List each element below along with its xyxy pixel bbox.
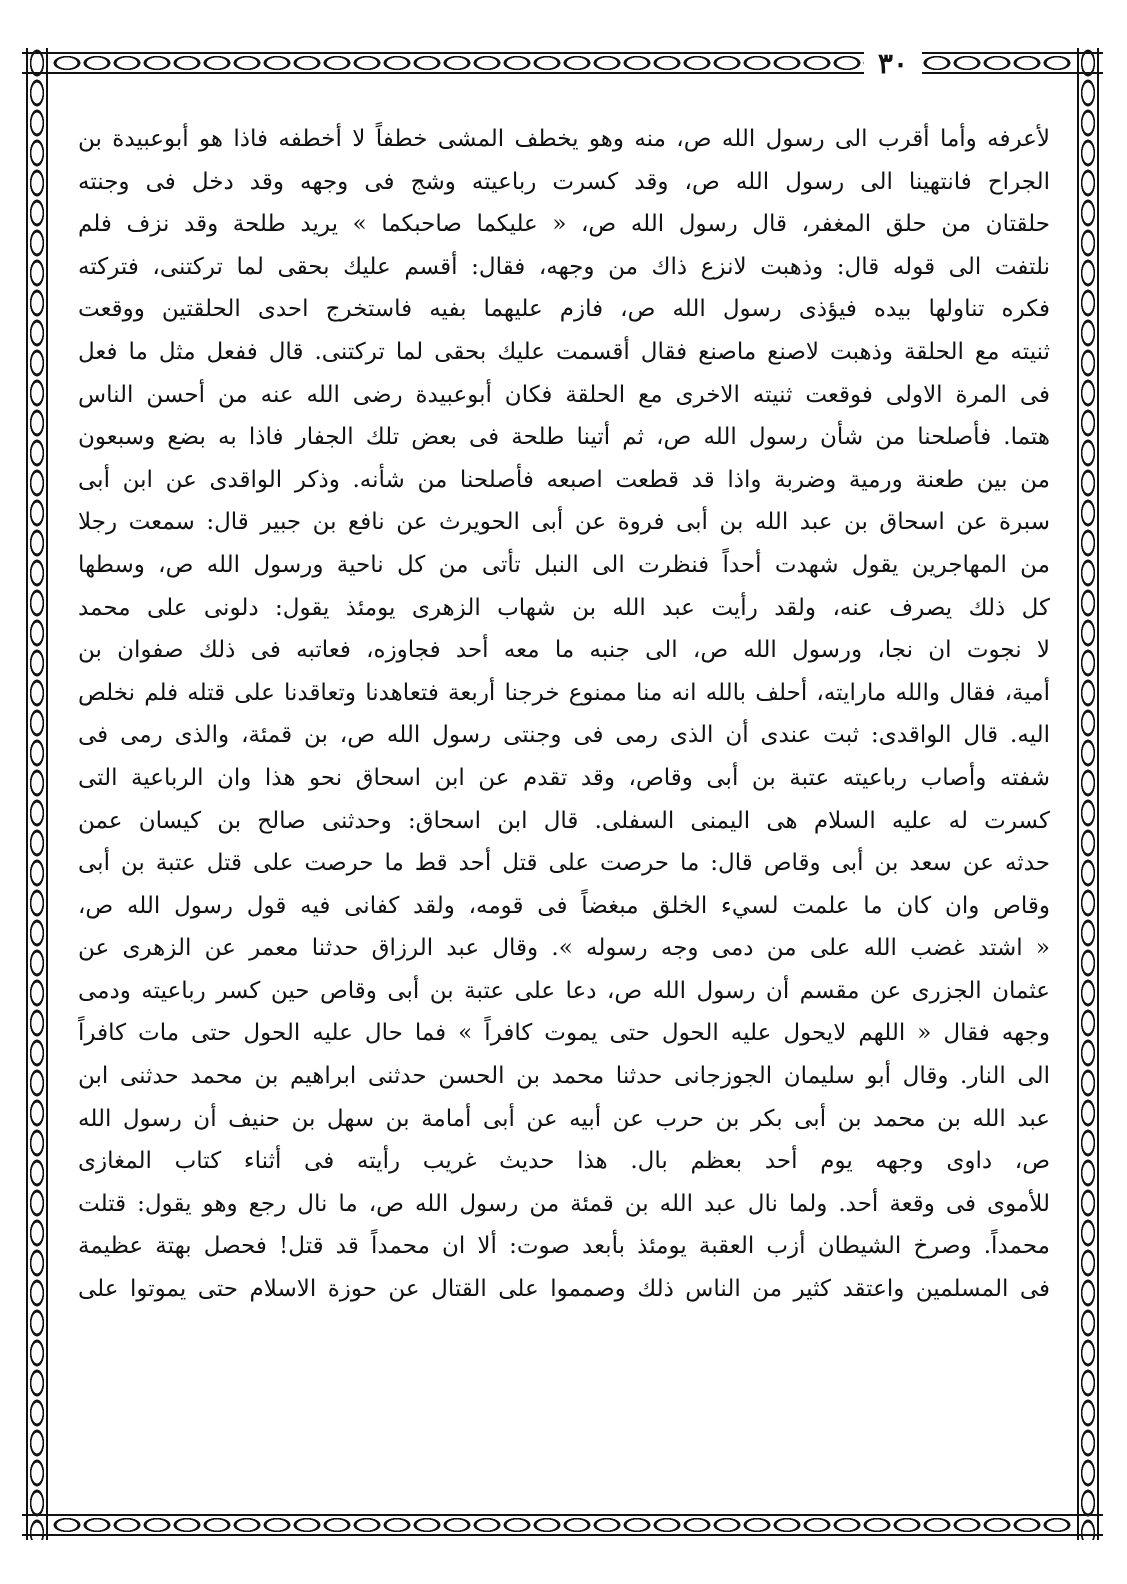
text-line: شفته وأصاب رباعيته عتبة بن أبى وقاص، وقد تقدم عن ابن اسحاق نحو هذا وان الرباعية التى: [78, 764, 1050, 791]
body-text: [78, 118, 1050, 1478]
text-line: حلقتان من حلق المغفر، قال رسول الله ص، « عليكما صاحبكما » يريد طلحة وقد نزف فلم: [78, 211, 1050, 238]
text-line: ص، داوى وجهه يوم أحد بعظم بال. هذا حديث غريب رأيته فى أثناء كتاب المغازى: [78, 1148, 1050, 1175]
text-line: أمية، فقال والله مارايته، أحلف بالله انه منا ممنوع خرجنا أربعة فتعاهدنا وتعاقدنا على قتله فلم نخلص: [78, 679, 1050, 706]
text-line: الى النار. وقال أبو سليمان الجوزجانى حدثنا محمد بن الحسن حدثنى ابراهيم بن محمد حدثنى ابن: [78, 1063, 1050, 1090]
text-line: وقاص وان كان ما علمت لسيء الخلق مبغضاً فى قومه، ولقد كفانى فيه قول رسول الله ص،: [78, 892, 1050, 919]
border-line: [1097, 48, 1099, 1540]
border-line: [22, 1534, 1103, 1536]
text-line: عبد الله بن محمد بن أبى بكر بن حرب عن أبيه عن أبى أمامة بن سهل بن حنيف أن رسول الله: [78, 1105, 1050, 1132]
text-line: كسرت له عليه السلام هى اليمنى السفلى. قال ابن اسحاق: وحدثنى صالح بن كيسان عمن: [78, 807, 1050, 834]
border-line: [22, 52, 1103, 54]
text-line: « اشتد غضب الله على من دمى وجه رسوله ». وقال عبد الرزاق حدثنا معمر عن الزهرى عن: [78, 935, 1050, 962]
border-line: [22, 72, 1103, 74]
border-line: [22, 1514, 1103, 1516]
text-line: من المهاجرين يقول شهدت أحداً فنظرت الى النبل تأتى من كل ناحية ورسول الله ص، وسطها: [78, 551, 1050, 578]
border-line: [26, 48, 28, 1540]
text-line: محمداً. وصرخ الشيطان أزب العقبة يومئذ بأبعد صوت: ألا ان محمداً قد قتل! فحصل بهتة عظيمة: [78, 1233, 1050, 1260]
text-line: سبرة عن اسحاق بن عبد الله بن أبى فروة عن أبى الحويرث عن نافع بن جبير قال: سمعت رجلا: [78, 509, 1050, 536]
text-line: فكره تناولها بيده فيؤذى رسول الله ص، فازم عليهما بفيه فاستخرج احدى الحلقتين ووقعت: [78, 296, 1050, 323]
text-line: نلتفت الى قوله قال: وذهبت لانزع ذاك من وجهه، فقال: أقسم عليك بحقى لما تركتنى، فتركته: [78, 253, 1050, 280]
text-line: لأعرفه وأما أقرب الى رسول الله ص، منه وهو يخطف المشى خطفاً لا أخطفه فاذا هو أبوعبيدة بن: [78, 126, 1050, 152]
text-line: لا نجوت ان نجا، ورسول الله ص، الى جنبه ما معه أحد فجاوزه، فعاتبه فى ذلك صفوان بن: [78, 637, 1050, 664]
text-line: وجهه فقال « اللهم لايحول عليه الحول حتى يموت كافراً » فما حال عليه الحول حتى مات كافراً: [78, 1020, 1050, 1047]
text-line: من بين طعنة ورمية وضربة واذا قد قطعت اصبعه فأصلحنا من شأنه. وذكر الواقدى عن ابن أبى: [78, 466, 1050, 493]
page-number: ٣٠: [864, 50, 922, 78]
text-line: هتما. فأصلحنا من شأن رسول الله ص، ثم أتينا طلحة فى بعض تلك الجفار فاذا به بضع وسبعون: [78, 424, 1050, 451]
text-line: ثنيته مع الحلقة وذهبت لاصنع ماصنع فقال أقسمت عليك بحقى لما تركتنى. قال ففعل مثل ما فعل: [78, 338, 1050, 365]
text-line: عثمان الجزرى عن مقسم أن رسول الله ص، دعا على عتبة بن أبى وقاص حين كسر رباعيته ودمى: [78, 977, 1050, 1004]
text-line: حدثه عن سعد بن أبى وقاص قال: ما حرصت على قتل أحد قط ما حرصت على قتل عتبة بن أبى: [78, 850, 1050, 877]
text-line: كل ذلك يصرف عنه، ولقد رأيت عبد الله بن شهاب الزهرى يومئذ يقول: دلونى على محمد: [78, 594, 1050, 621]
text-line: الجراح فانتهينا الى رسول الله ص، وقد كسرت رباعيته وشج فى وجهه وقد دخل فى وجنته: [78, 168, 1050, 195]
text-line: فى المسلمين واعتقد كثير من الناس ذلك وصمموا على القتال عن حوزة الاسلام حتى يموتوا على: [78, 1276, 1050, 1303]
border-line: [46, 48, 48, 1540]
text-line: للأموى فى وقعة أحد. ولما نال عبد الله بن قمئة من رسول الله ص، ما نال رجع وهو يقول: قتلت: [78, 1190, 1050, 1217]
text-line: فى المرة الاولى فوقعت ثنيته الاخرى مع الحلقة فكان أبوعبيدة رضى الله عنه من أحسن الناس: [78, 381, 1050, 408]
text-line: اليه. قال الواقدى: ثبت عندى أن الذى رمى فى وجنتى رسول الله ص، بن قمئة، والذى رمى فى: [78, 722, 1050, 749]
border-line: [1077, 48, 1079, 1540]
